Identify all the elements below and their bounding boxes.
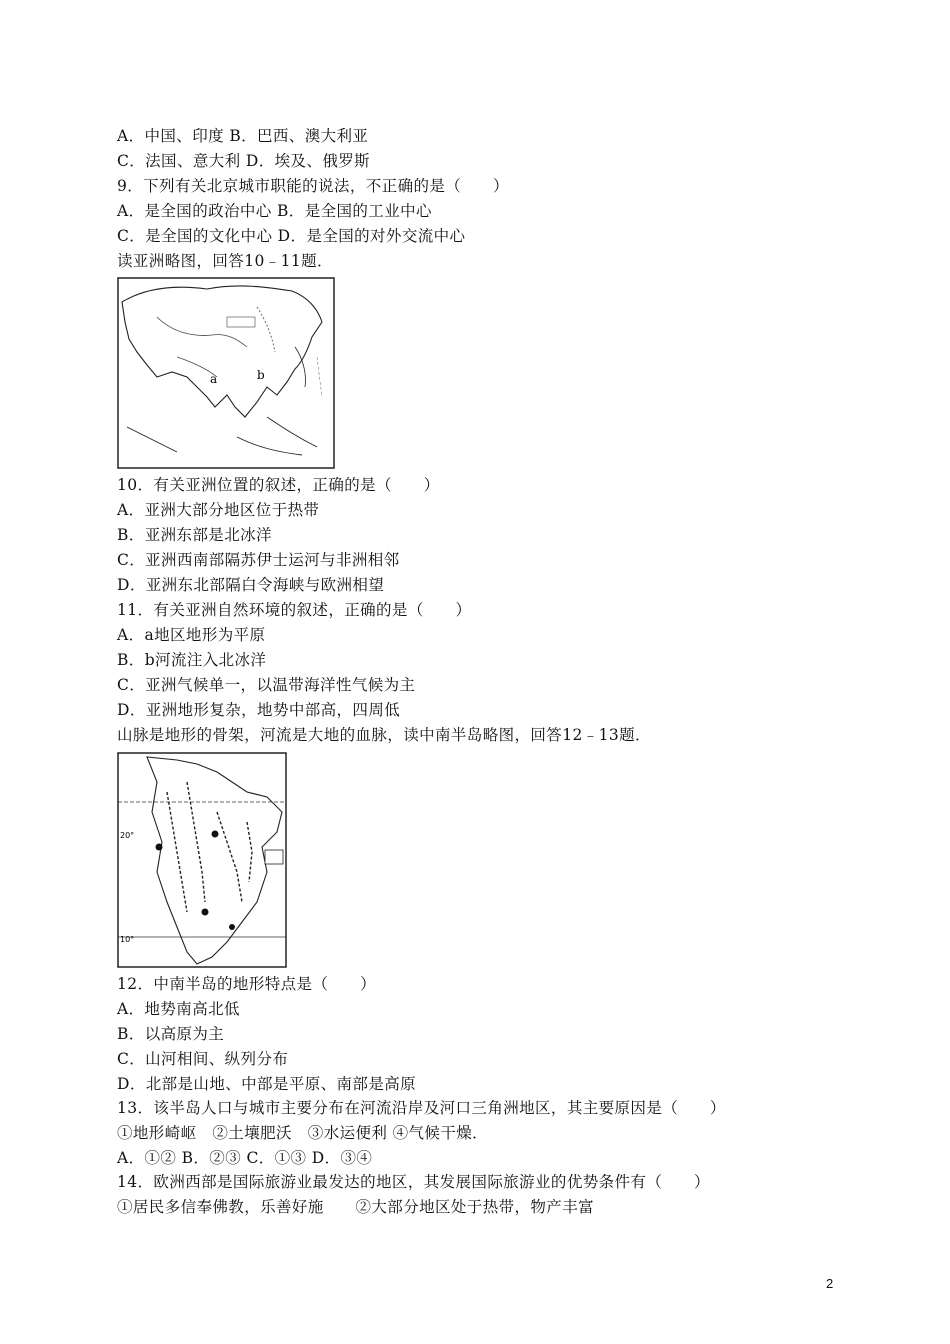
q12-option-b: B．以高原为主 <box>117 1025 225 1043</box>
map-lat-10: 10° <box>120 935 135 944</box>
q10-stem: 10．有关亚洲位置的叙述，正确的是（ ） <box>117 476 440 494</box>
q12-option-d: D．北部是山地、中部是平原、南部是高原 <box>117 1075 417 1093</box>
q10-option-b: B．亚洲东部是北冰洋 <box>117 526 272 544</box>
q9-option-cd: C．是全国的文化中心 D．是全国的对外交流中心 <box>117 227 466 245</box>
q12-stem: 12．中南半岛的地形特点是（ ） <box>117 975 377 993</box>
q8-option-cd: C．法国、意大利 D．埃及、俄罗斯 <box>117 152 371 170</box>
q9-option-ab: A．是全国的政治中心 B．是全国的工业中心 <box>117 202 432 220</box>
q11-option-b: B．b河流注入北冰洋 <box>117 651 267 669</box>
q13-choices: ①地形崎岖 ②土壤肥沃 ③水运便利 ④气候干燥． <box>117 1124 489 1142</box>
q11-option-c: C．亚洲气候单一，以温带海洋性气候为主 <box>117 676 416 694</box>
q11-option-a: A．a地区地形为平原 <box>117 626 266 644</box>
q14-stem: 14．欧洲西部是国际旅游业最发达的地区，其发展国际旅游业的优势条件有（ ） <box>117 1173 710 1191</box>
q11-option-d: D．亚洲地形复杂，地势中部高，四周低 <box>117 701 401 719</box>
q14-choices: ①居民多信奉佛教，乐善好施 ②大部分地区处于热带，物产丰富 <box>117 1198 595 1216</box>
q12-option-a: A．地势南高北低 <box>117 1000 240 1018</box>
q10-option-c: C．亚洲西南部隔苏伊士运河与非洲相邻 <box>117 551 400 569</box>
q8-option-ab: A．中国、印度 B．巴西、澳大利亚 <box>117 127 369 145</box>
asia-intro: 读亚洲略图，回答10﹣11题． <box>117 252 333 270</box>
map-label-a: a <box>210 372 218 386</box>
map-label-b: b <box>257 368 265 382</box>
asia-map <box>117 277 337 470</box>
q10-option-d: D．亚洲东北部隔白令海峡与欧洲相望 <box>117 576 385 594</box>
indochina-map <box>117 752 289 970</box>
q9-stem: 9．下列有关北京城市职能的说法，不正确的是（ ） <box>117 177 509 195</box>
q13-stem: 13．该半岛人口与城市主要分布在河流沿岸及河口三角洲地区，其主要原因是（ ） <box>117 1099 726 1117</box>
q11-stem: 11．有关亚洲自然环境的叙述，正确的是（ ） <box>117 601 472 619</box>
peninsula-intro: 山脉是地形的骨架，河流是大地的血脉，读中南半岛略图，回答12﹣13题． <box>117 726 651 744</box>
page-number: 2 <box>826 1276 834 1291</box>
q12-option-c: C．山河相间、纵列分布 <box>117 1050 289 1068</box>
q10-option-a: A．亚洲大部分地区位于热带 <box>117 501 320 519</box>
map-lat-20: 20° <box>120 831 135 840</box>
q13-options: A．①② B．②③ C．①③ D．③④ <box>117 1149 373 1167</box>
